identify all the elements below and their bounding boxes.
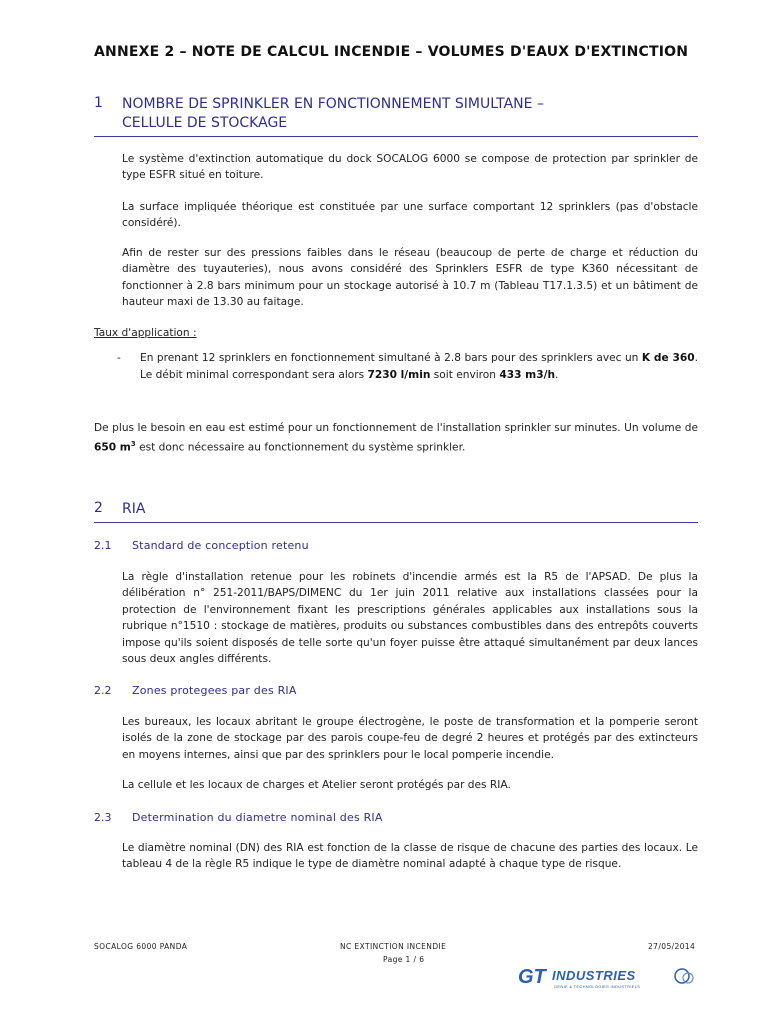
page-number: Page 1 / 6 (383, 955, 425, 964)
bullet-text: soit environ (430, 369, 500, 381)
footer-center: NC EXTINCTION INCENDIE (340, 942, 447, 951)
bullet-bold: K de 360 (641, 352, 695, 364)
paragraph: La surface impliquée théorique est constituée par une surface comportant 12 sprinklers (pas d'obstacle considéré). (122, 201, 698, 230)
bullet-bold: 433 m3/h (499, 369, 555, 381)
paragraph-text: De plus le besoin en eau est estimé pour un fonctionnement de l'installation sprinkler sur minutes. Un volume de (94, 422, 698, 434)
paragraph: La cellule et les locaux de charges et Atelier seront protégés par des RIA. (122, 779, 511, 791)
subsection-title: Standard de conception retenu (132, 539, 309, 552)
section-2-heading (94, 500, 698, 523)
subsection-2-2-heading (94, 684, 698, 697)
subsection-2-1-heading (94, 539, 698, 552)
company-logo (518, 966, 698, 990)
section-number: 2 (94, 500, 103, 516)
subsection-2-3-heading (94, 811, 698, 824)
bullet-dash: - (117, 352, 121, 364)
paragraph: Le diamètre nominal (DN) des RIA est fonction de la classe de risque de chacune des parties des locaux. Le tableau 4 de la règle R5 indique le type de diamètre nominal adapté à chaque type de risque. (122, 842, 698, 871)
document-title: ANNEXE 2 – NOTE DE CALCUL INCENDIE – VOLUMES D'EAUX D'EXTINCTION (94, 44, 689, 60)
taux-label: Taux d'application : (94, 327, 197, 339)
subsection-number: 2.1 (94, 539, 112, 552)
volume-unit-exponent: 3 (130, 440, 136, 449)
svg-text:GT: GT (518, 966, 546, 988)
paragraph-text: est donc nécessaire au fonctionnement du système sprinkler. (135, 441, 466, 454)
section-number: 1 (94, 95, 103, 111)
bullet-text: . Le débit minimal correspondant sera alors (140, 352, 698, 381)
subsection-title: Determination du diametre nominal des RIA (132, 811, 383, 824)
section-title-line2: CELLULE DE STOCKAGE (122, 115, 288, 131)
list-item (117, 350, 698, 384)
paragraph: Le système d'extinction automatique du dock SOCALOG 6000 se compose de protection par sprinkler de type ESFR situé en toiture. (122, 153, 698, 182)
section-1-heading (94, 95, 698, 137)
footer-left: SOCALOG 6000 PANDA (94, 942, 188, 951)
subsection-number: 2.2 (94, 684, 112, 697)
subsection-title: Zones protegees par des RIA (132, 684, 297, 697)
section-title-line1: NOMBRE DE SPRINKLER EN FONCTIONNEMENT SIMULTANE – (122, 96, 544, 112)
volume-value: 650 m (94, 441, 131, 454)
paragraph: La règle d'installation retenue pour les robinets d'incendie armés est la R5 de l'APSAD. De plus la délibération n° 251-2011/BAPS/DIMENC du 1er juin 2011 relative aux installations classées pour la protection de l'environnement fixant les prescriptions générales applicables aux installations sous la rubrique n°1510 : stockage de matières, produits ou substances combustibles dans des entrepôts couverts impose qu'ils soient disposés de telle sorte qu'un foyer puisse être attaqué simultanément par deux lances sous deux angles différents. (122, 571, 698, 666)
paragraph: Les bureaux, les locaux abritant le groupe électrogène, le poste de transformation et la pomperie seront isolés de la zone de stockage par des parois coupe-feu de degré 2 heures et protégés par des extincteurs en moyens internes, ainsi que par des sprinklers pour le local pomperie incendie. (122, 716, 698, 761)
bullet-text: . (554, 369, 559, 381)
bullet-text: En prenant 12 sprinklers en fonctionnement simultané à 2.8 bars pour des sprinklers avec un (140, 352, 642, 364)
bullet-bold: 7230 l/min (367, 369, 431, 381)
paragraph: Afin de rester sur des pressions faibles dans le réseau (beaucoup de perte de charge et réduction du diamètre des tuyauteries), nous avons considéré des Sprinklers ESFR de type K360 nécessitant de fonctionner à 2.8 bars minimum pour un stockage autorisé à 10.7 m (Tableau T17.1.3.5) et un bâtiment de hauteur maxi de 13.30 au faitage. (122, 247, 698, 309)
paragraph (94, 420, 698, 456)
footer-date: 27/05/2014 (648, 942, 696, 951)
subsection-number: 2.3 (94, 811, 112, 824)
svg-text:GENIE & TECHNOLOGIES INDUSTRIE: GENIE & TECHNOLOGIES INDUSTRIELS (554, 984, 641, 989)
section-title: RIA (122, 501, 146, 517)
svg-text:INDUSTRIES: INDUSTRIES (552, 968, 636, 983)
gt-industries-logo-icon (518, 966, 698, 990)
